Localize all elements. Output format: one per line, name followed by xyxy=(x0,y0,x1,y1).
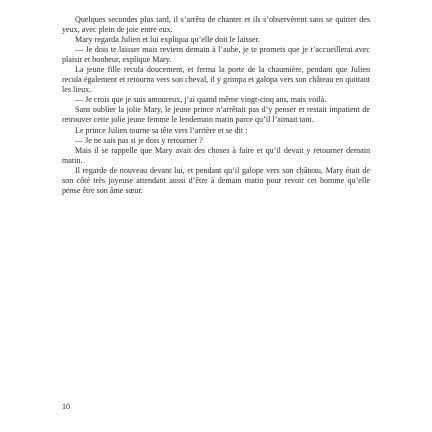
page-number: 10 xyxy=(62,402,71,411)
paragraph: Sans oublier la jolie Mary, le jeune prince n’arrêtait pas d’y penser et restait impatient de retrouver cette jolie jeune femme le lendemain matin parce qu’il l’aimait tant. xyxy=(62,105,370,125)
paragraph: Mary regarda Julien et lui expliqua qu’elle doit le laisser. xyxy=(75,35,260,45)
dialogue-paragraph: — Je ne sais pas si je dois y retourner ? xyxy=(75,135,203,145)
body-text xyxy=(62,15,370,196)
dialogue-paragraph: — Je dois te laisser mais reviens demain à l’aube, je te promets que je t’accueillerai avec plaisir et bonheur, explique Mary. xyxy=(62,45,370,65)
paragraph: Le prince Julien tourne sa tête vers l’arrière et se dit : xyxy=(75,125,248,135)
paragraph: La jeune fille recula doucement, et ferma la porte de la chaumière, pendant que Julien recula également et retourna vers son cheval, il y grimpa et galopa vers son château en quittant les lieux. xyxy=(62,65,370,95)
dialogue-paragraph: — Je crois que je suis amoureux, j’ai quand même vingt-cinq ans, mais voilà. xyxy=(75,95,327,105)
paragraph: Il regarde de nouveau devant lui, et pendant qu’il galope vers son château, Mary était de son côté très joyeuse attendant aussi d’être à demain matin pour revoir cet homme qu’elle pense être son âme sœur. xyxy=(62,165,370,195)
paragraph: Quelques secondes plus tard, il s’arrêta de chanter et ils s’observèrent sans se quitter des yeux, avec plein de joie entre eux. xyxy=(62,15,370,35)
paragraph: Mais il se rappelle que Mary avait des choses à faire et qu’il devait y retourner demain matin. xyxy=(62,145,370,165)
